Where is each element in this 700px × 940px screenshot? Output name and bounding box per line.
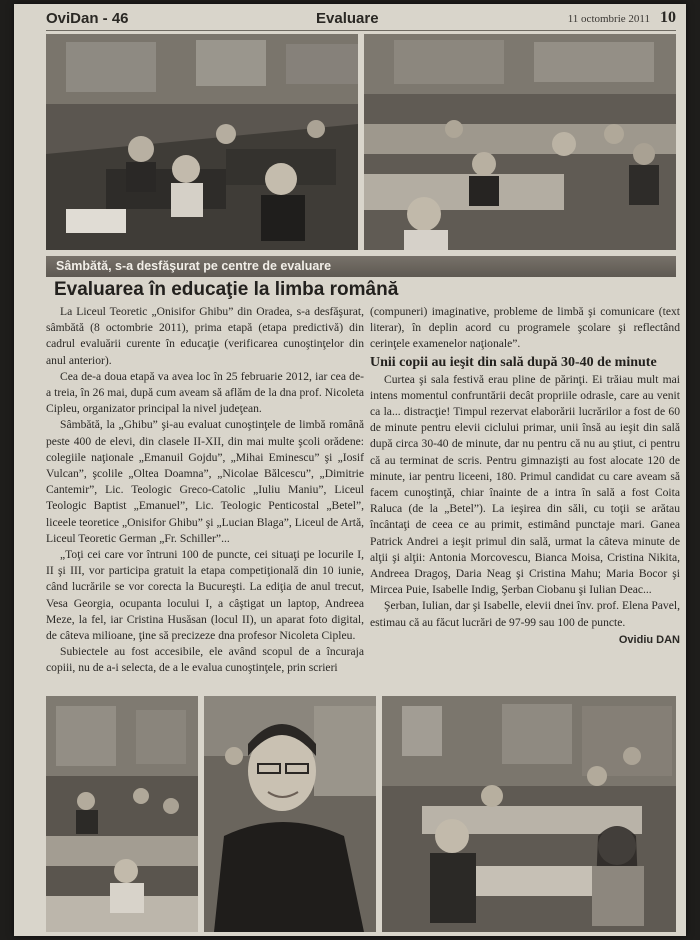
paragraph: La Liceul Teoretic „Onisifor Ghibu” din Oradea, s-a desfăşurat, sâmbătă (8 octombrie 2011), prima etapă (etapa predictivă) din cadrul evaluării curente în educaţie (verificarea cunoştinţelor din anul anterior). <box>46 305 364 367</box>
author-byline: Ovidiu DAN <box>618 633 680 646</box>
photo-student-portrait <box>204 696 376 932</box>
paragraph-continuation: (compuneri) imaginative, probleme de limbă şi comunicare (text literar), în deplin acord cu programele şcolare şi reflectând cerinţele examenelor naţionale”. <box>370 305 680 351</box>
paragraph: Cea de-a doua etapă va avea loc în 25 februarie 2012, iar cea de-a treia, în 26 mai, după cum aveam să aflăm de la dna prof. Nicoleta Cipleu, organizator principal la nivel judeţean. <box>46 369 364 416</box>
page-number: 10 <box>660 9 676 26</box>
photo-classroom-bottom-left <box>46 696 198 932</box>
paragraph: „Toţi cei care vor întruni 100 de puncte, cei situaţi pe locurile I, II şi III, vor participa gratuit la etapa competiţională din 10 iunie, când lucrările se vor corecta la Bucureşti. La ediţia de anul trecut, Vesa Georgia, ocupanta locului I, a câştigat un laptop, Andreea Meze, la fel, iar Cristina Husăsan (locul II), un aparat foto digital, de câteva milioane, ţine să precizeze dna profesor Nicoleta Cipleu. <box>46 548 364 643</box>
paragraph: Subiectele au fost accesibile, ele având scopul de a încuraja copiii, nu de a-i selecta, de a le evalua cunoştinţele, prin scrieri <box>46 645 364 675</box>
publication-name: OviDan - 46 <box>46 10 129 27</box>
newspaper-page <box>14 4 686 936</box>
article-headline: Evaluarea în educaţie la limba română <box>54 279 399 300</box>
issue-date: 11 octombrie 2011 <box>567 13 650 25</box>
photo-classroom-top-left <box>46 34 358 250</box>
paragraph: Sâmbătă, la „Ghibu” şi-au evaluat cunoştinţele de limbă română peste 400 de elevi, din clasele II-XII, din mai multe şcoli orădene: colegiile naţionale „Emanuil Gojdu”, „Mihai Eminescu” şi „Iosif Vulcan”, şcolile „Oltea Doamna”, „Nicolae Bălcescu”, „Dimitrie Cantemir”, Lic. Teologic Greco-Catolic „Iuliu Maniu”, Liceul Teologic Baptist „Emanuel”, Lic. Teologic Penticostal „Betel”, liceele teoretice „Onisifor Ghibu” şi „Lucian Blaga”, Liceul de Artă, Liceul Teoretic German „Fr. Schiller”... <box>46 418 364 545</box>
paragraph: Curtea şi sala festivă erau pline de părinţi. Ei trăiau mult mai intens momentul confruntării decât propriile odrasle, care au venit ca la... distracţie! Timpul rezervat elaborării lucrărilor a fost de 60 de minute pentru elevii ciclului primar, unii însă au ieşit din sală după circa 30-40 de minute, dar nu pentru că nu au ştiut, ci pentru că au terminat de scris. Pentru gimnazişti au fost alocate 120 de minute, iar pentru liceeni, 180. Primul candidat cu care aveam să facem cunoştinţă, chiar înainte de a intra în sală a fost Coita Raluca (de la „Betel”). La ieşirea din săli, cu toţii se arătau încântaţi de ceea ce au primit, estimând punctaje mari. Ganea Patrick Andrei a ieşit primul din sală, urmat la câteva minute de alţii şi alţii: Antonia Morcovescu, Bianca Moisa, Cristina Nikita, Andreea Dragoş, Daria Neag şi Cristina Mahu; Maria Bocor şi Mircea Puie, Isabelle Indig, Şerban Ciobanu şi Iulian Deac... <box>370 372 680 597</box>
section-title: Evaluare <box>316 10 379 27</box>
article-subheading: Unii copii au ieşit din sală după 30-40 de minute <box>370 354 657 370</box>
paragraph: Şerban, Iulian, dar şi Isabelle, elevii dnei înv. prof. Elena Pavel, estimau că au făcut lucrări de 97-99 sau 100 de puncte. <box>370 599 680 629</box>
article-banner: Sâmbătă, s-a desfăşurat pe centre de evaluare <box>46 256 676 277</box>
photo-classroom-top-right <box>364 34 676 250</box>
article-left-column <box>46 304 364 677</box>
page-header <box>46 10 676 31</box>
article-right-column <box>370 304 680 648</box>
photo-classroom-bottom-right <box>382 696 676 932</box>
